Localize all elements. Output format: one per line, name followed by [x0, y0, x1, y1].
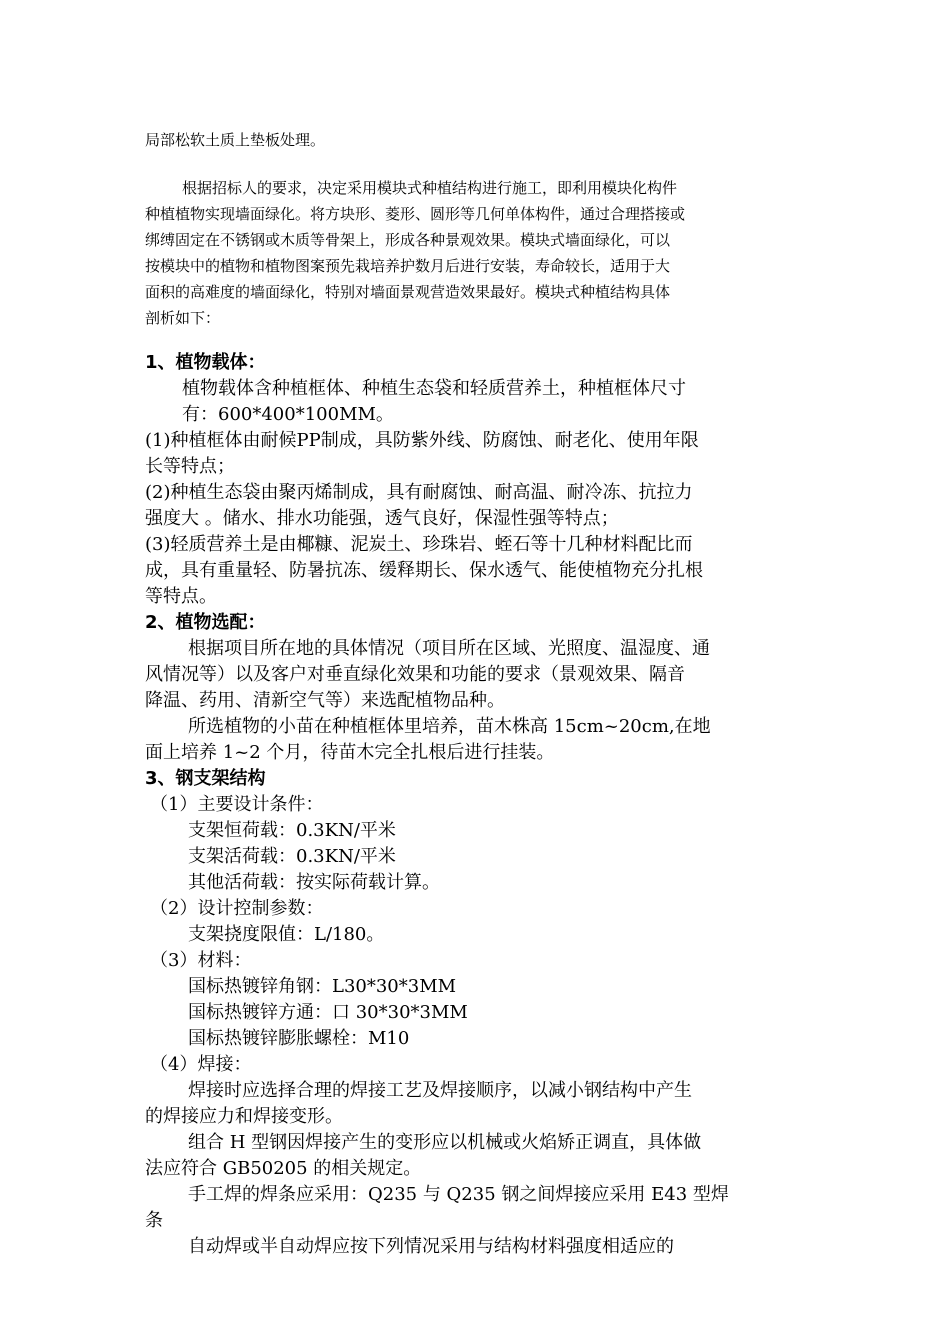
section1-line: (1)种植框体由耐候PP制成，具防紫外线、防腐蚀、耐老化、使用年限 [145, 430, 699, 451]
section3-line: （1）主要设计条件： [150, 794, 324, 815]
section3-line: 自动焊或半自动焊应按下列情况采用与结构材料强度相适应的 [188, 1236, 674, 1257]
intro-line-2: 种植植物实现墙面绿化。将方块形、菱形、圆形等几何单体构件，通过合理搭接或 [145, 205, 686, 223]
intro-line-4: 按模块中的植物和植物图案预先栽培养护数月后进行安装，寿命较长，适用于大 [145, 257, 671, 275]
section1-line: 强度大 。储水、排水功能强，透气良好，保湿性强等特点； [145, 508, 619, 529]
section1-line: 有：600*400*100MM。 [182, 404, 394, 425]
section2-line: 所选植物的小苗在种植框体里培养，苗木株高 15cm~20cm,在地 [188, 716, 711, 737]
section3-line: 支架恒荷载：0.3KN/平米 [188, 820, 396, 841]
section3-line: （3）材料： [150, 950, 252, 971]
section3-heading: 3、钢支架结构 [145, 768, 266, 789]
top-line: 局部松软土质上垫板处理。 [145, 131, 326, 149]
section3-line: 其他活荷载：按实际荷载计算。 [188, 872, 440, 893]
section3-line: 支架活荷载：0.3KN/平米 [188, 846, 396, 867]
section3-line: 国标热镀锌角钢：L30*30*3MM [188, 976, 457, 997]
section1-line: 植物载体含种植框体、种植生态袋和轻质营养土，种植框体尺寸 [182, 378, 686, 399]
section2-line: 风情况等）以及客户对垂直绿化效果和功能的要求（景观效果、隔音 [145, 664, 685, 685]
section1-heading: 1、植物载体： [145, 352, 266, 373]
section3-line: 焊接时应选择合理的焊接工艺及焊接顺序，以减小钢结构中产生 [188, 1080, 692, 1101]
section2-line: 降温、药用、清新空气等）来选配植物品种。 [145, 690, 505, 711]
section3-line: 的焊接应力和焊接变形。 [145, 1106, 343, 1127]
section3-line: （2）设计控制参数： [150, 898, 324, 919]
section3-line: 手工焊的焊条应采用：Q235 与 Q235 钢之间焊接应采用 E43 型焊 [188, 1184, 729, 1205]
section2-line: 根据项目所在地的具体情况（项目所在区域、光照度、温湿度、通 [188, 638, 710, 659]
section3-line: 国标热镀锌方通：口 30*30*3MM [188, 1002, 468, 1023]
intro-line-3: 绑缚固定在不锈钢或木质等骨架上，形成各种景观效果。模块式墙面绿化，可以 [145, 231, 671, 249]
section1-line: 等特点。 [145, 586, 217, 607]
section3-line: 法应符合 GB50205 的相关规定。 [145, 1158, 422, 1179]
section3-line: 支架挠度限值：L/180。 [188, 924, 385, 945]
section2-line: 面上培养 1~2 个月，待苗木完全扎根后进行挂装。 [145, 742, 555, 763]
section1-line: 成，具有重量轻、防暑抗冻、缓释期长、保水透气、能使植物充分扎根 [145, 560, 703, 581]
section2-heading: 2、植物选配： [145, 612, 266, 633]
intro-line-6: 剖析如下： [145, 309, 221, 327]
intro-line-1: 根据招标人的要求，决定采用模块式种植结构进行施工，即利用模块化构件 [182, 179, 678, 197]
section1-line: 长等特点； [145, 456, 235, 477]
section3-line: （4）焊接： [150, 1054, 252, 1075]
section3-line: 条 [145, 1210, 163, 1231]
section3-line: 国标热镀锌膨胀螺栓：M10 [188, 1028, 410, 1049]
section1-line: (3)轻质营养土是由椰糠、泥炭土、珍珠岩、蛭石等十几种材料配比而 [145, 534, 693, 555]
section1-line: (2)种植生态袋由聚丙烯制成，具有耐腐蚀、耐高温、耐冷冻、抗拉力 [145, 482, 693, 503]
section3-line: 组合 H 型钢因焊接产生的变形应以机械或火焰矫正调直，具体做 [188, 1132, 702, 1153]
intro-line-5: 面积的高难度的墙面绿化，特别对墙面景观营造效果最好。模块式种植结构具体 [145, 283, 671, 301]
